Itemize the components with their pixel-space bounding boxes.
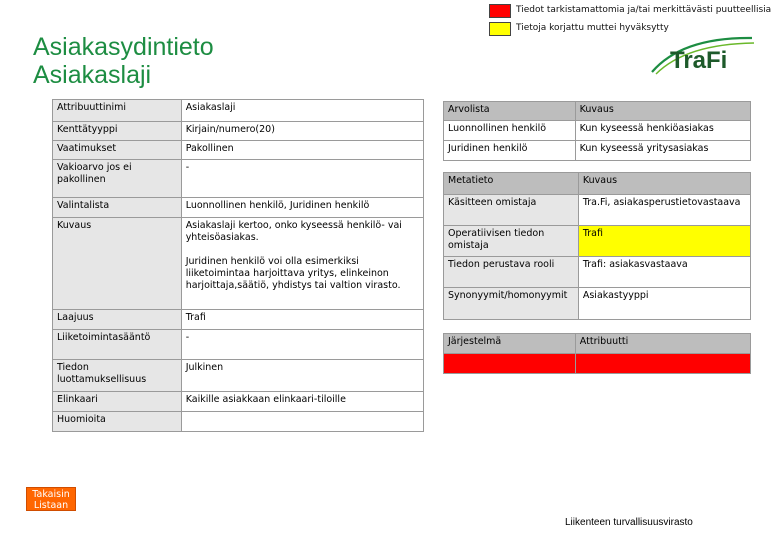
attr-label: Huomioita xyxy=(53,412,182,432)
table-cell: Kun kyseessä henkiöasiakas xyxy=(575,121,750,141)
trafi-logo-icon xyxy=(642,32,762,76)
attr-label: Kuvaus xyxy=(53,218,182,310)
table-row xyxy=(444,121,751,141)
system-table xyxy=(443,333,751,374)
metadata-table xyxy=(443,172,751,320)
column-header: Arvolista xyxy=(444,102,576,121)
attr-value: Trafi xyxy=(181,310,423,330)
table-cell xyxy=(444,354,576,374)
table-row xyxy=(53,310,424,330)
attr-value xyxy=(181,412,423,432)
attr-label: Attribuuttinimi xyxy=(53,100,182,122)
table-row xyxy=(53,218,424,310)
title-line-2: Asiakaslaji xyxy=(33,61,152,89)
table-cell: Luonnollinen henkilö xyxy=(444,121,576,141)
table-cell: Operatiivisen tiedon omistaja xyxy=(444,226,579,257)
table-row xyxy=(444,288,751,320)
table-row xyxy=(53,160,424,198)
page-title xyxy=(33,33,214,89)
footer-text: Liikenteen turvallisuusvirasto xyxy=(565,517,693,528)
attr-label: Tiedon luottamuksellisuus xyxy=(53,360,182,392)
attr-value: Luonnollinen henkilö, Juridinen henkilö xyxy=(181,198,423,218)
attr-value xyxy=(181,218,423,310)
table-cell: Tiedon perustava rooli xyxy=(444,257,579,288)
attr-label: Laajuus xyxy=(53,310,182,330)
attr-value: Julkinen xyxy=(181,360,423,392)
legend-yellow-swatch xyxy=(489,22,511,36)
table-header-row xyxy=(444,334,751,354)
table-row xyxy=(53,141,424,160)
attr-value: Asiakaslaji xyxy=(181,100,423,122)
table-cell: Trafi: asiakasvastaava xyxy=(578,257,750,288)
table-header-row xyxy=(444,102,751,121)
table-row xyxy=(444,141,751,161)
attr-value: - xyxy=(181,160,423,198)
legend-yellow-text: Tietoja korjattu muttei hyväksytty xyxy=(516,23,669,33)
table-cell: Kun kyseessä yritysasiakas xyxy=(575,141,750,161)
value-list-table xyxy=(443,101,751,161)
table-row xyxy=(53,122,424,141)
column-header: Kuvaus xyxy=(575,102,750,121)
attr-label: Elinkaari xyxy=(53,392,182,412)
table-cell xyxy=(575,354,750,374)
table-cell: Synonyymit/homonyymit xyxy=(444,288,579,320)
description-paragraph-1: Asiakaslaji kertoo, onko kyseessä henkilö- vai yhteisöasiakas. xyxy=(185,220,402,243)
table-header-row xyxy=(444,173,751,195)
table-row xyxy=(444,195,751,226)
column-header: Kuvaus xyxy=(578,173,750,195)
table-cell: Juridinen henkilö xyxy=(444,141,576,161)
attr-label: Valintalista xyxy=(53,198,182,218)
attr-label: Vaatimukset xyxy=(53,141,182,160)
table-row xyxy=(444,226,751,257)
table-row xyxy=(53,100,424,122)
attr-label: Liiketoimintasääntö xyxy=(53,330,182,360)
attribute-table xyxy=(52,99,424,432)
table-cell: Käsitteen omistaja xyxy=(444,195,579,226)
column-header: Metatieto xyxy=(444,173,579,195)
description-paragraph-2: Juridinen henkilö voi olla esimerkiksi liiketoimintaa harjoittava yritys, elinkeinon harjoittaja,säätiö, yhdistys tai valtion virasto. xyxy=(185,256,401,291)
table-row xyxy=(444,354,751,374)
table-row xyxy=(444,257,751,288)
table-row xyxy=(53,360,424,392)
attr-value: Pakollinen xyxy=(181,141,423,160)
table-row xyxy=(53,412,424,432)
table-cell: Trafi xyxy=(578,226,750,257)
attr-label: Kenttätyyppi xyxy=(53,122,182,141)
attr-value: Kaikille asiakkaan elinkaari-tiloille xyxy=(181,392,423,412)
title-line-1: Asiakasydintieto xyxy=(33,33,214,61)
column-header: Attribuutti xyxy=(575,334,750,354)
legend-red-swatch xyxy=(489,4,511,18)
attr-value: - xyxy=(181,330,423,360)
back-to-list-button[interactable]: Takaisin Listaan xyxy=(26,487,76,511)
table-cell: Tra.Fi, asiakasperustietovastaava xyxy=(578,195,750,226)
attr-value: Kirjain/numero(20) xyxy=(181,122,423,141)
column-header: Järjestelmä xyxy=(444,334,576,354)
table-row xyxy=(53,330,424,360)
trafi-logo xyxy=(642,32,762,76)
table-row xyxy=(53,392,424,412)
table-row xyxy=(53,198,424,218)
attr-label: Vakioarvo jos ei pakollinen xyxy=(53,160,182,198)
logo-text: TraFi xyxy=(670,47,728,74)
table-cell: Asiakastyyppi xyxy=(578,288,750,320)
legend-red-text: Tiedot tarkistamattomia ja/tai merkittävästi puutteellisia xyxy=(516,5,772,15)
